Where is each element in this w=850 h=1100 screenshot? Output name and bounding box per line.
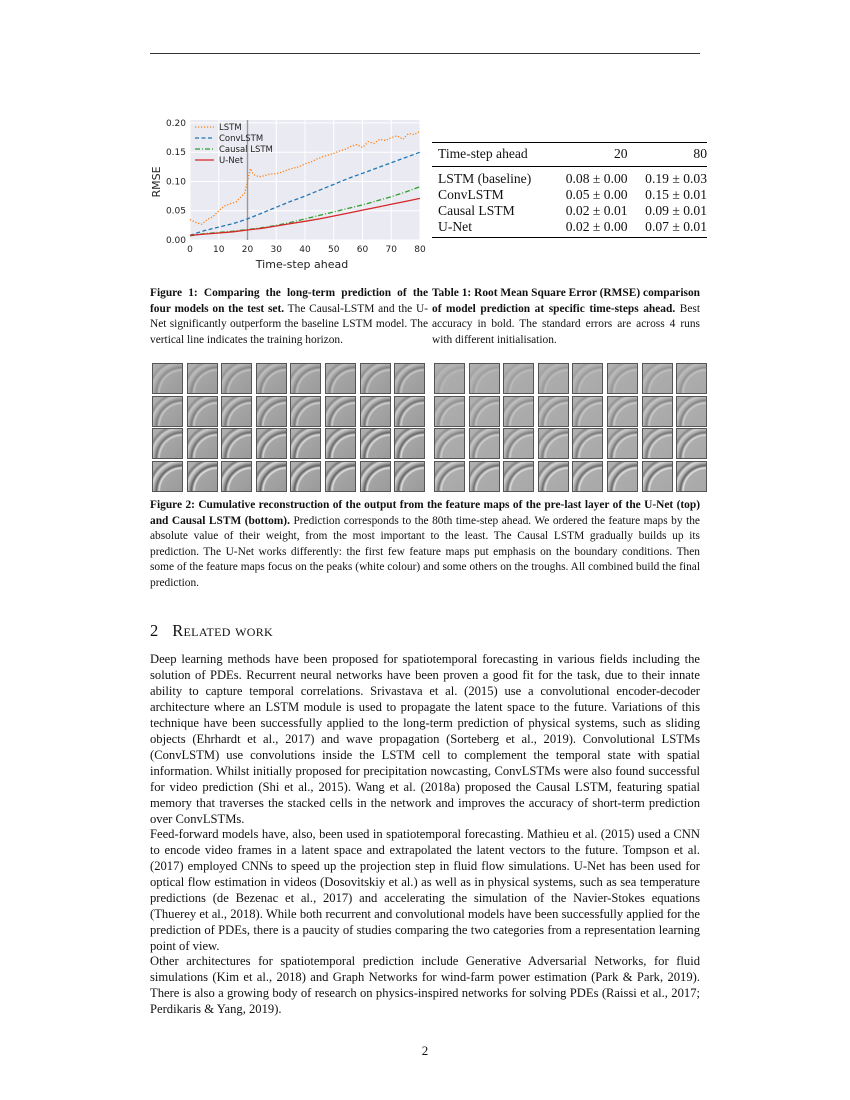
body-paragraph: Other architectures for spatiotemporal prediction include Generative Adversarial Networks, for fluid simulations (Kim et al., 2018) and Graph Networks for wind-farm power estimation (Park & Park, 2019). There is also a growing body of research on physics-inspired networks for solving PDEs (Raissi et al., 2017; Perdikaris & Yang, 2019). xyxy=(150,954,700,1016)
x-tick-label: 70 xyxy=(385,245,397,255)
y-axis-label: RMSE xyxy=(150,166,163,198)
x-tick-label: 0 xyxy=(187,245,193,255)
feature-map-thumbnail xyxy=(642,396,673,427)
y-tick-label: 0.00 xyxy=(165,236,186,246)
feature-map-thumbnail xyxy=(187,363,218,394)
feature-map-thumbnail xyxy=(676,363,707,394)
table-header-cell: 80 xyxy=(693,146,707,161)
feature-map-thumbnail xyxy=(394,461,425,492)
x-tick-label: 40 xyxy=(299,245,311,255)
section-number: 2 xyxy=(150,621,159,640)
feature-map-thumbnail xyxy=(676,428,707,459)
legend-label: ConvLSTM xyxy=(219,134,264,144)
body-paragraph: Deep learning methods have been proposed for spatiotemporal forecasting in various fields including the solution of PDEs. Recurrent neural networks have been proven a good fit for the task, due to their innate ability to capture temporal correlations. Srivastava et al. (2015) use a convolutional encoder-decoder architecture where an LSTM module is used to propagate the latent space to the future. Variations of this technique have been successfully applied to the long-term prediction of physical systems, such as sliding objects (Ehrhardt et al., 2017) and wave propagation (Sorteberg et al., 2019). Convolutional LSTMs (ConvLSTM) use convolutions inside the LSTM cell to complement the temporal state with spatial information. Whilst initially proposed for precipitation nowcasting, ConvLSTMs were also found successful for video prediction (Shi et al., 2015). Wang et al. (2018a) proposed the Causal LSTM, featuring spatial memory that traverses the stacked cells in the network and improves the accuracy of short-term prediction over ConvLSTMs. xyxy=(150,652,700,826)
y-tick-label: 0.15 xyxy=(165,148,186,159)
unet-feature-map-grid xyxy=(152,363,425,492)
header-rule xyxy=(150,53,700,54)
figure-2-caption-text: Prediction corresponds to the 80th time-step ahead. We ordered the feature maps by the absolute value of their weight, from the most important to the least. The Causal LSTM gradually builds up its prediction. The U-Net works differently: the first few feature maps put emphasis on the boundary conditions. Then some of the feature maps focus on the peaks (white colour) and some others on the troughs. All combined build the final prediction. xyxy=(150,514,700,589)
feature-map-thumbnail xyxy=(325,363,356,394)
x-axis-label: Time-step ahead xyxy=(255,258,349,271)
feature-map-thumbnail xyxy=(152,363,183,394)
feature-map-thumbnail xyxy=(469,396,500,427)
x-tick-label: 10 xyxy=(213,245,225,255)
section-title: Related work xyxy=(172,621,273,640)
feature-map-thumbnail xyxy=(256,396,287,427)
rmse-table xyxy=(432,142,707,238)
section-heading xyxy=(150,621,273,641)
feature-map-thumbnail xyxy=(676,461,707,492)
feature-map-thumbnail xyxy=(290,428,321,459)
feature-map-thumbnail xyxy=(607,396,638,427)
body-paragraph: Feed-forward models have, also, been used in spatiotemporal forecasting. Mathieu et al. (2015) used a CNN to encode video frames in a latent space and extrapolated the latent vectors to the future. Tompson et al. (2017) employed CNNs to speed up the projection step in fluid flow simulations. U-Net has been used for optical flow estimation in videos (Dosovitskiy et al.) as well as in physical systems, such as sea temperature predictions (de Bezenac et al., 2017) and accelerating the simulation of the Navier-Stokes equations (Thuerey et al., 2018). While both recurrent and convolutional models have been successfully applied for the prediction of PDEs, there is a paucity of studies comparing the two categories from a representation learning point of view. xyxy=(150,827,700,953)
feature-map-thumbnail xyxy=(256,363,287,394)
model-name-cell: U-Net xyxy=(438,219,472,234)
figure-1-caption xyxy=(150,286,428,348)
x-tick-label: 20 xyxy=(241,245,254,255)
rmse-20-cell: 0.05 ± 0.00 xyxy=(565,187,628,202)
model-name-cell: Causal LSTM xyxy=(438,203,515,218)
feature-map-thumbnail xyxy=(325,428,356,459)
table-header-cell: Time-step ahead xyxy=(438,146,528,161)
table-1-caption-title: Table 1: Root Mean Square Error (RMSE) comparison of model prediction at specific time-steps ahead. xyxy=(432,287,700,315)
table-row xyxy=(432,187,707,203)
rmse-20-cell-best: 0.02 ± 0.00 xyxy=(565,219,628,234)
table-row xyxy=(432,219,707,238)
feature-map-thumbnail xyxy=(394,363,425,394)
feature-map-thumbnail xyxy=(360,363,391,394)
y-tick-label: 0.20 xyxy=(165,118,186,129)
feature-map-thumbnail xyxy=(572,428,603,459)
feature-map-thumbnail xyxy=(503,461,534,492)
feature-map-thumbnail xyxy=(538,396,569,427)
figure-2-caption xyxy=(150,498,700,591)
feature-map-thumbnail xyxy=(394,396,425,427)
feature-map-thumbnail xyxy=(642,363,673,394)
feature-map-thumbnail xyxy=(469,363,500,394)
rmse-80-cell: 0.09 ± 0.01 xyxy=(645,203,707,218)
figure-1-caption-title: Figure 1: Comparing the long-term prediction of the four models on the test set. xyxy=(150,287,428,315)
feature-map-thumbnail xyxy=(503,396,534,427)
feature-map-thumbnail xyxy=(572,396,603,427)
model-name-cell: LSTM (baseline) xyxy=(438,171,532,186)
feature-map-thumbnail xyxy=(394,428,425,459)
table-header-cell: 20 xyxy=(613,146,628,161)
feature-map-thumbnail xyxy=(256,461,287,492)
rmse-line-chart xyxy=(145,112,430,277)
feature-map-thumbnail xyxy=(607,363,638,394)
x-tick-label: 60 xyxy=(356,245,369,255)
feature-map-thumbnail xyxy=(221,428,252,459)
table-header-row xyxy=(432,143,707,167)
feature-map-thumbnail xyxy=(360,396,391,427)
table-row xyxy=(432,167,707,188)
legend-label: U-Net xyxy=(219,156,244,166)
model-name-cell: ConvLSTM xyxy=(438,187,504,202)
feature-map-thumbnail xyxy=(360,428,391,459)
feature-map-thumbnail xyxy=(607,428,638,459)
feature-map-thumbnail xyxy=(360,461,391,492)
rmse-80-cell-best: 0.07 ± 0.01 xyxy=(645,219,707,234)
figure-1-caption-text: The Causal-LSTM and the U-Net significantly outperform the baseline LSTM model. The vertical line indicates the training horizon. xyxy=(150,302,428,346)
feature-map-thumbnail xyxy=(538,363,569,394)
feature-map-thumbnail xyxy=(152,428,183,459)
table-1-caption-text: Best accuracy in bold. The standard errors are across 4 runs with different initialisation. xyxy=(432,302,700,346)
feature-map-thumbnail xyxy=(187,396,218,427)
feature-map-thumbnail xyxy=(187,461,218,492)
feature-map-thumbnail xyxy=(221,461,252,492)
figure-2-caption-title: Figure 2: Cumulative reconstruction of the output from the feature maps of the pre-last layer of the U-Net (top) and Causal LSTM (bottom). xyxy=(150,499,700,527)
rmse-20-cell-best: 0.02 ± 0.01 xyxy=(565,203,628,218)
legend-label: LSTM xyxy=(219,123,242,133)
feature-map-thumbnail xyxy=(469,461,500,492)
table-1-caption xyxy=(432,286,700,348)
y-tick-label: 0.05 xyxy=(165,206,186,217)
rmse-80-cell: 0.19 ± 0.03 xyxy=(645,171,707,186)
feature-map-thumbnail xyxy=(434,428,465,459)
feature-map-thumbnail xyxy=(642,461,673,492)
feature-map-thumbnail xyxy=(538,428,569,459)
page-number: 2 xyxy=(421,1043,429,1058)
feature-map-thumbnail xyxy=(503,363,534,394)
feature-map-thumbnail xyxy=(152,461,183,492)
rmse-20-cell: 0.08 ± 0.00 xyxy=(565,171,628,186)
x-tick-label: 50 xyxy=(328,245,340,255)
feature-map-thumbnail xyxy=(503,428,534,459)
causal-lstm-feature-map-grid xyxy=(434,363,707,492)
feature-map-thumbnail xyxy=(434,363,465,394)
feature-map-thumbnail xyxy=(187,428,218,459)
feature-map-thumbnail xyxy=(152,396,183,427)
feature-map-thumbnail xyxy=(434,396,465,427)
feature-map-thumbnail xyxy=(572,363,603,394)
feature-map-thumbnail xyxy=(221,363,252,394)
feature-map-thumbnail xyxy=(469,428,500,459)
feature-map-thumbnail xyxy=(290,461,321,492)
feature-map-thumbnail xyxy=(538,461,569,492)
feature-map-thumbnail xyxy=(221,396,252,427)
feature-map-thumbnail xyxy=(676,396,707,427)
feature-map-thumbnail xyxy=(434,461,465,492)
feature-map-thumbnail xyxy=(256,428,287,459)
feature-map-thumbnail xyxy=(642,428,673,459)
table-row xyxy=(432,203,707,219)
y-tick-label: 0.10 xyxy=(165,177,186,188)
feature-map-thumbnail xyxy=(572,461,603,492)
feature-map-thumbnail xyxy=(607,461,638,492)
x-tick-label: 80 xyxy=(414,245,426,255)
feature-map-thumbnail xyxy=(290,396,321,427)
feature-map-thumbnail xyxy=(325,396,356,427)
feature-map-thumbnail xyxy=(290,363,321,394)
rmse-80-cell: 0.15 ± 0.01 xyxy=(645,187,707,202)
legend-label: Causal LSTM xyxy=(219,145,273,155)
feature-map-thumbnail xyxy=(325,461,356,492)
x-tick-label: 30 xyxy=(270,245,282,255)
